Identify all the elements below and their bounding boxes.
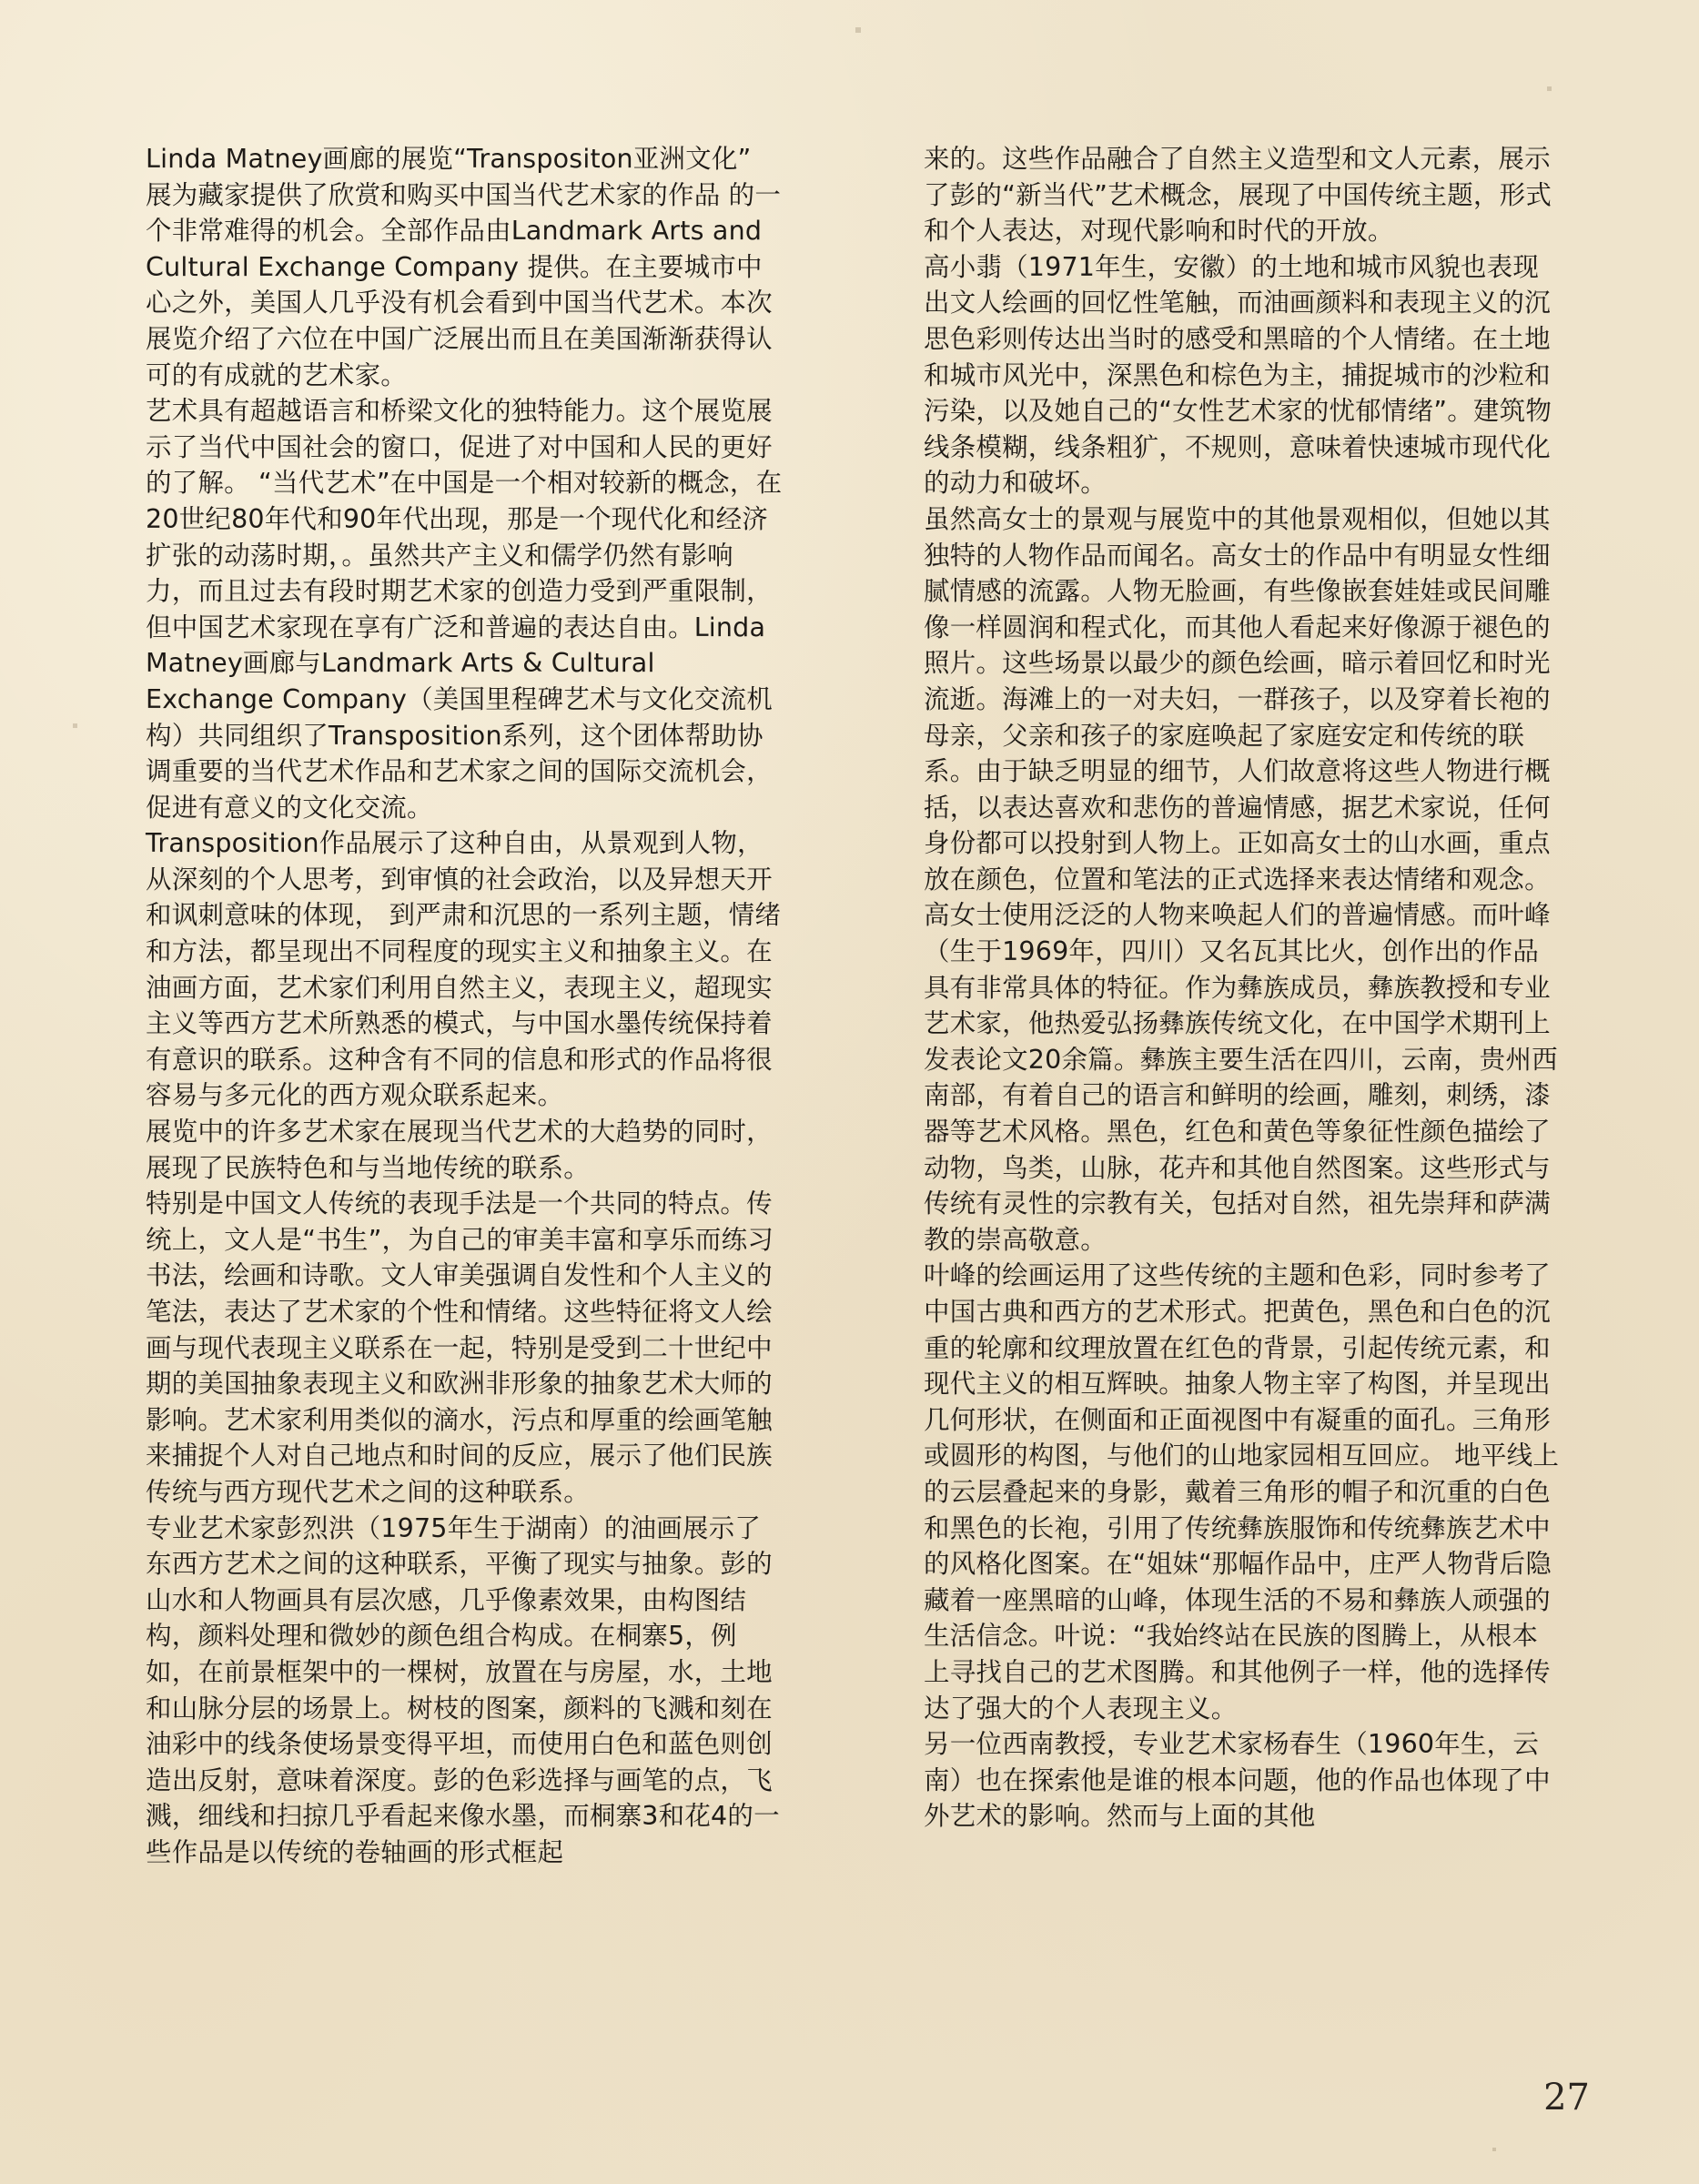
page-number: 27	[1543, 2077, 1590, 2118]
right-column	[924, 141, 1561, 1835]
paragraph: 叶峰的绘画运用了这些传统的主题和色彩，同时参考了中国古典和西方的艺术形式。把黄色，黑色和白色的沉重的轮廓和纹理放置在红色的背景，引起传统元素，和现代主义的相互辉映。抽象人物主宰了构图，并呈现出几何形状，在侧面和正面视图中有凝重的面孔。三角形或圆形的构图，与他们的山地家园相互回应。 地平线上的云层叠起来的身影，戴着三角形的帽子和沉重的白色和黑色的长袍，引用了传统彝族服饰和传统彝族艺术中的风格化图案。在“姐妹“那幅作品中，庄严人物背后隐藏着一座黑暗的山峰，体现生活的不易和彝族人顽强的生活信念。叶说：“我始终站在民族的图腾上，从根本上寻找自己的艺术图腾。和其他例子一样，他的选择传达了强大的个人表现主义。	[924, 1260, 1560, 1724]
paragraph: 虽然高女士的景观与展览中的其他景观相似，但她以其独特的人物作品而闻名。高女士的作品中有明显女性细腻情感的流露。人物无脸画，有些像嵌套娃娃或民间雕像一样圆润和程式化，而其他人看起来好像源于褪色的照片。这些场景以最少的颜色绘画，暗示着回忆和时光流逝。海滩上的一对夫妇，一群孩子，以及穿着长袍的母亲，父亲和孩子的家庭唤起了家庭安定和传统的联系。由于缺乏明显的细节，人们故意将这些人物进行概括，以表达喜欢和悲伤的普遍情感，据艺术家说，任何身份都可以投射到人物上。正如高女士的山水画，重点放在颜色，位置和笔法的正式选择来表达情绪和观念。	[924, 503, 1551, 895]
paper-speck	[1547, 86, 1552, 91]
paragraph: 特别是中国文人传统的表现手法是一个共同的特点。传统上，文人是“书生”，为自己的审美丰富和享乐而练习书法，绘画和诗歌。文人审美强调自发性和个人主义的笔法，表达了艺术家的个性和情绪。这些特征将文人绘画与现代表现主义联系在一起，特别是受到二十世纪中期的美国抽象表现主义和欧洲非形象的抽象艺术大师的影响。艺术家利用类似的滴水，污点和厚重的绘画笔触来捕捉个人对自己地点和时间的反应，展示了他们民族传统与西方现代艺术之间的这种联系。	[146, 1188, 774, 1507]
paragraph: 高小翡（1971年生，安徽）的土地和城市风貌也表现出文人绘画的回忆性笔触，而油画颜料和表现主义的沉思色彩则传达出当时的感受和黑暗的个人情绪。在土地和城市风光中，深黑色和棕色为主，捕捉城市的沙粒和污染，以及她自己的“女性艺术家的忧郁情绪”。建筑物线条模糊，线条粗犷，不规则，意味着快速城市现代化的动力和破坏。	[924, 251, 1552, 499]
paragraph: 但中国艺术家现在享有广泛和普遍的表达自由。Linda Matney画廊与Landmark Arts & Cultural Exchange Company（美国里程碑艺术与文化交流机构）共同组织了Transposition系列，这个团体帮助协调重要的当代艺术作品和艺术家之间的国际交流机会，促进有意义的文化交流。	[146, 612, 773, 823]
paragraph: 艺术具有超越语言和桥梁文化的独特能力。这个展览展示了当代中国社会的窗口，促进了对中国和人民的更好的了解。 “当代艺术”在中国是一个相对较新的概念，在20世纪80年代和90年代出现，那是一个现代化和经济扩张的动荡时期，。虽然共产主义和儒学仍然有影响力，而且过去有段时期艺术家的创造力受到严重限制，	[146, 396, 783, 607]
paragraph: 展览中的许多艺术家在展现当代艺术的大趋势的同时，展现了民族特色和与当地传统的联系。	[146, 1117, 773, 1183]
paragraph: 来的。这些作品融合了自然主义造型和文人元素，展示了彭的“新当代”艺术概念，展现了中国传统主题，形式和个人表达，对现代影响和时代的开放。	[924, 144, 1552, 247]
paper-speck	[1492, 2148, 1496, 2151]
paragraph: 专业艺术家彭烈洪（1975年生于湖南）的油画展示了东西方艺术之间的这种联系，平衡了现实与抽象。彭的山水和人物画具有层次感，几乎像素效果，由构图结构，颜料处理和微妙的颜色组合构成。在桐寨5，例如，在前景框架中的一棵树，放置在与房屋，水，土地和山脉分层的场景上。树枝的图案，颜料的飞溅和刻在油彩中的线条使场景变得平坦，而使用白色和蓝色则创造出反射，意味着深度。彭的色彩选择与画笔的点，飞溅，细线和扫掠几乎看起来像水墨，而桐寨3和花4的一些作品是以传统的卷轴画的形式框起	[146, 1512, 780, 1867]
left-column	[146, 141, 783, 1871]
paragraph: Linda Matney画廊的展览“Transpositon亚洲文化” 展为藏家提供了欣赏和购买中国当代艺术家的作品 的一个非常难得的机会。全部作品由Landmark Arts and Cultural Exchange Company 提供。在主要城市中心之外，美国人几乎没有机会看到中国当代艺术。本次展览介绍了六位在中国广泛展出而且在美国渐渐获得认可的有成就的艺术家。	[146, 144, 782, 390]
paragraph: 高女士使用泛泛的人物来唤起人们的普遍情感。而叶峰（生于1969年，四川）又名瓦其比火，创作出的作品具有非常具体的特征。作为彝族成员，彝族教授和专业艺术家，他热爱弘扬彝族传统文化，在中国学术期刊上发表论文20余篇。彝族主要生活在四川，云南，贵州西南部，有着自己的语言和鲜明的绘画，雕刻，刺绣，漆器等艺术风格。黑色，红色和黄色等象征性颜色描绘了动物，鸟类，山脉，花卉和其他自然图案。这些形式与传统有灵性的宗教有关，包括对自然，祖先崇拜和萨满教的崇高敬意。	[924, 900, 1558, 1255]
paragraph: 另一位西南教授，专业艺术家杨春生（1960年生，云南）也在探索他是谁的根本问题，他的作品也体现了中外艺术的影响。然而与上面的其他	[924, 1729, 1551, 1832]
paper-speck	[73, 723, 77, 728]
paragraph: Transposition作品展示了这种自由，从景观到人物，从深刻的个人思考，到审慎的社会政治，以及异想天开和讽刺意味的体现， 到严肃和沉思的一系列主题，情绪和方法，都呈现出不同程度的现实主义和抽象主义。在油画方面，艺术家们利用自然主义，表现主义，超现实主义等西方艺术所熟悉的模式，与中国水墨传统保持着有意识的联系。这种含有不同的信息和形式的作品将很容易与多元化的西方观众联系起来。	[146, 828, 782, 1111]
paper-speck	[855, 27, 861, 33]
